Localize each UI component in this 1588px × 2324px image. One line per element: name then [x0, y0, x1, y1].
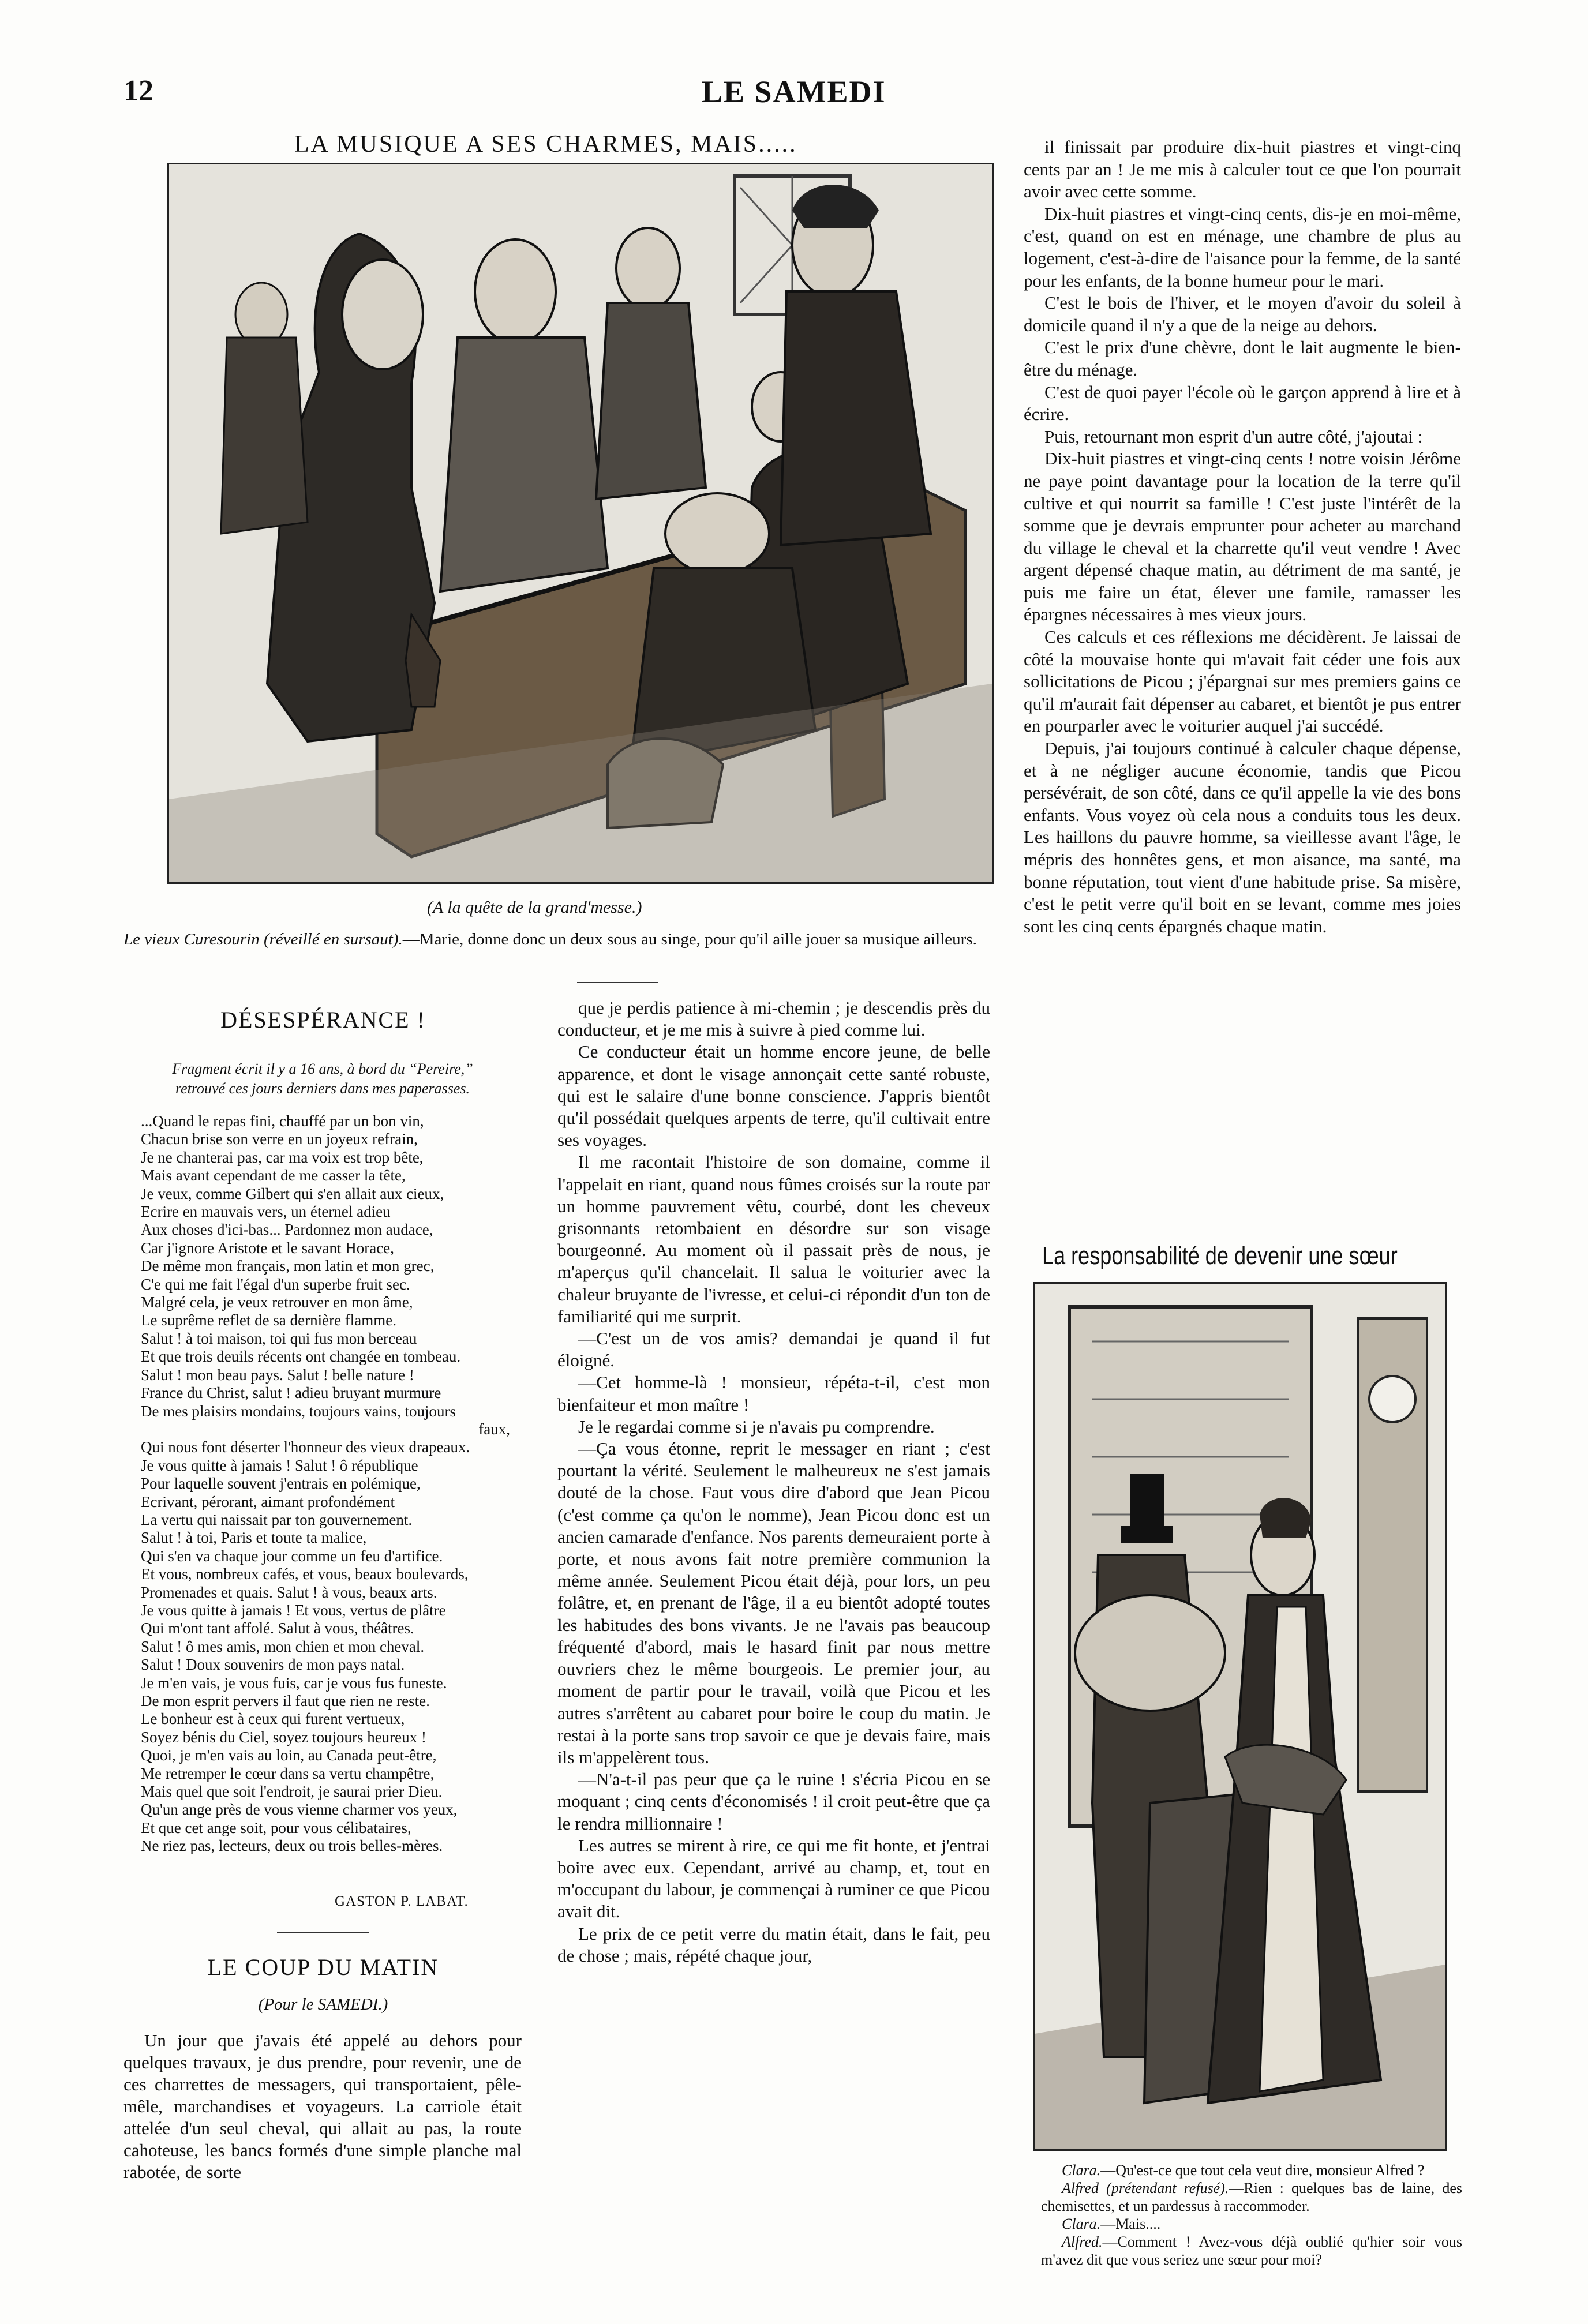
poem-line: France du Christ, salut ! adieu bruyant murmure: [141, 1384, 441, 1402]
article-paragraph: Le prix de ce petit verre du matin était, dans le fait, peu de chose ; mais, répété chaque jour,: [557, 1923, 990, 1966]
poem-line: Promenades et quais. Salut ! à vous, beaux arts.: [141, 1583, 437, 1601]
article-paragraph: C'est de quoi payer l'école où le garçon apprend à lire et à écrire.: [1024, 381, 1461, 425]
article-column-3: [1024, 136, 1461, 938]
poem-line: Salut ! ô mes amis, mon chien et mon cheval.: [141, 1637, 425, 1655]
dialog-line: [1041, 2215, 1462, 2233]
article-paragraph: —Cet homme-là ! monsieur, répéta-t-il, c'est mon bienfaiteur et mon maître !: [557, 1372, 990, 1415]
article-paragraph: —N'a-t-il pas peur que ça le ruine ! s'écria Picou en se moquant ; cinq cents d'économisés ! il croit peut-être que ça le rendra millionnaire !: [557, 1769, 990, 1834]
poem-line: Qu'un ange près de vous vienne charmer vos yeux,: [141, 1801, 458, 1819]
coup-du-matin-subtitle: (Pour le SAMEDI.): [258, 1995, 388, 2014]
poem-line: Quoi, je m'en vais au loin, au Canada peut-être,: [141, 1746, 437, 1764]
poem-line: Salut ! mon beau pays. Salut ! belle nature !: [141, 1366, 414, 1384]
poem-line: C'e qui me fait l'égal d'un superbe fruit sec.: [141, 1275, 410, 1293]
article-paragraph: —C'est un de vos amis? demandai je quand il fut éloigné.: [557, 1328, 990, 1371]
dialog-text: —Mais....: [1100, 2216, 1161, 2232]
poem-line: De mes plaisirs mondains, toujours vains, toujours: [141, 1402, 456, 1420]
poem-line: Salut ! Doux souvenirs de mon pays natal.: [141, 1656, 405, 1674]
article-paragraph: Dix-huit piastres et vingt-cinq cents, dis-je en moi-même, c'est, quand on est en ménage, une chambre de plus au logement, c'est-à-dire de l'aisance pour la femme, de la santé pour les enfants, de la bonne humeur pour le mari.: [1024, 203, 1461, 291]
poem-line: Le suprême reflet de sa dernière flamme.: [141, 1311, 397, 1329]
divider: [277, 1932, 369, 1933]
dialog-speaker: Alfred.: [1062, 2233, 1103, 2250]
legend-speaker: Le vieux Curesourin (réveillé en sursaut).: [123, 930, 403, 949]
poem-line: Car j'ignore Aristote et le savant Horace,: [141, 1239, 394, 1257]
divider: [577, 982, 658, 983]
dialog-line: [1041, 2161, 1462, 2179]
article-column-2: [557, 997, 990, 1967]
article-paragraph: Un jour que j'avais été appelé au dehors pour quelques travaux, je dus prendre, pour revenir, une de ces charrettes de messagers, qui transportaient, pêle-mêle, marchandises et voyageurs. La carriole était attelée d'un seul cheval, qui allait au pas, la route cahoteuse, les bancs formés d'une simple planche mal rabotée, de sorte: [123, 2030, 522, 2182]
cartoon1-caption: (A la quête de la grand'messe.): [427, 898, 642, 917]
poem-line: De mon esprit pervers il faut que rien ne reste.: [141, 1692, 430, 1710]
article-paragraph: Ce conducteur était un homme encore jeune, de belle apparence, et dont le visage annonçait cette santé robuste, qui est le salaire d'une bonne conscience. J'appris bientôt qu'il possédait quelques arpents de terre, qu'il cultivait entre ses voyages.: [557, 1041, 990, 1150]
poem: [141, 1112, 510, 1856]
article-paragraph: Dix-huit piastres et vingt-cinq cents ! notre voisin Jérôme ne paye point davantage pour la location de la terre qu'il cultive et qui nourrit sa famille ! C'est juste l'intérêt de la somme que je devrais emprunter pour acheter au marchand du village le cheval et la charrette qu'il veut vendre ! Avec argent dépensé chaque matin, au détriment de ma santé, je puis me faire un état, élever une famile, ramasser les épargnes nécessaires à mes vieux jours.: [1024, 448, 1461, 625]
poem-line: Mais avant cependant de me casser la tête,: [141, 1167, 406, 1185]
legend-text: —Marie, donne donc un deux sous au singe, pour qu'il aille jouer sa musique ailleurs.: [402, 930, 977, 949]
article-column-1: [123, 2030, 522, 2183]
poem-line: Qui nous font déserter l'honneur des vieux drapeaux.: [141, 1438, 470, 1456]
article-paragraph: il finissait par produire dix-huit piastres et vingt-cinq cents par an ! Je me mis à calculer tout ce que l'on pourrait avoir avec cette somme.: [1024, 137, 1461, 202]
desesperance-subtitle: [123, 1059, 522, 1099]
poem-line: Aux choses d'ici-bas... Pardonnez mon audace,: [141, 1221, 433, 1239]
cartoon2-dialog: [1041, 2161, 1462, 2269]
poem-line: Qui m'ont tant affolé. Salut à vous, théâtres.: [141, 1620, 414, 1637]
dialog-speaker: Alfred (prétendant refusé).: [1062, 2180, 1229, 2196]
dialog-line: [1041, 2233, 1462, 2269]
dialog-speaker: Clara.: [1062, 2162, 1101, 2179]
cartoon2-title: La responsabilité de devenir une sœur: [1042, 1242, 1398, 1270]
article-paragraph: C'est le bois de l'hiver, et le moyen d'avoir du soleil à domicile quand il n'y a que de la neige au dehors.: [1024, 293, 1461, 335]
poem-line: faux,: [478, 1420, 510, 1438]
poem-line: La vertu qui naissait par ton gouvernement.: [141, 1510, 413, 1528]
dialog-speaker: Clara.: [1062, 2216, 1101, 2232]
poem-line: Qui s'en va chaque jour comme un feu d'artifice.: [141, 1547, 443, 1565]
article-paragraph: Ces calculs et ces réflexions me décidèrent. Je laissai de côté la mouvaise honte qui m'avait fait céder une fois aux sollicitations de Picou ; j'épargnai sur mes premiers gains ce qu'il m'aurait fait dépenser au cabaret, et bientôt je pus entrer en pourparler avec le voiturier auquel j'ai succédé.: [1024, 627, 1461, 736]
poem-line: Et vous, nombreux cafés, et vous, beaux boulevards,: [141, 1565, 469, 1583]
poem-line: Je vous quitte à jamais ! Et vous, vertus de plâtre: [141, 1601, 446, 1619]
cartoon1-title: LA MUSIQUE A SES CHARMES, MAIS.....: [294, 131, 797, 158]
poem-line: De même mon français, mon latin et mon grec,: [141, 1257, 435, 1275]
article-paragraph: Il me racontait l'histoire de son domaine, comme il l'appelait en riant, quand nous fûmes croisés sur la route par un homme pauvrement vêtu, courbé, dont les cheveux grisonnants retombaient en désordre sur son visage bourgeonné. Au moment où il passait près de nous, je m'aperçus qu'il chancelait. Il salua le voiturier avec la chaleur bruyante de l'ivresse, et celui-ci répondit d'un ton de familiarité qui me surprit.: [557, 1152, 990, 1326]
dialog-text: —Comment ! Avez-vous déjà oublié qu'hier soir vous m'avez dit que vous seriez une sœur pour moi?: [1041, 2233, 1462, 2268]
parlor-illustration: [1033, 1282, 1447, 2151]
poem-line: Salut ! à toi maison, toi qui fus mon berceau: [141, 1329, 417, 1347]
poem-line: ...Quand le repas fini, chauffé par un bon vin,: [141, 1112, 424, 1130]
poem-line: Salut ! à toi, Paris et toute ta malice,: [141, 1529, 367, 1547]
poem-line: Ecrivant, pérorant, aimant profondément: [141, 1493, 395, 1510]
poem-line: Je ne chanterai pas, car ma voix est trop bête,: [141, 1148, 424, 1166]
page-number: 12: [123, 74, 153, 107]
dialog-text: —Rien : quelques bas de laine, des chemisettes, et un pardessus à raccommoder.: [1041, 2180, 1462, 2214]
subtitle-line: retrouvé ces jours derniers dans mes paperasses.: [175, 1080, 470, 1097]
masthead: LE SAMEDI: [702, 74, 886, 109]
desesperance-title: DÉSESPÉRANCE !: [220, 1007, 426, 1033]
poem-line: Me retremper le cœur dans sa vertu champêtre,: [141, 1764, 435, 1782]
dialog-line: [1041, 2179, 1462, 2215]
article-paragraph: Puis, retournant mon esprit d'un autre côté, j'ajoutai :: [1044, 426, 1423, 447]
article-paragraph: —Ça vous étonne, reprit le messager en riant ; c'est pourtant la vérité. Seulement le malheureux ne s'est jamais douté de la chose. Faut vous dire d'abord que Jean Picou (c'est comme ça qu'on le nomme), Jean Picou donc est un ancien camarade d'enfance. Nos parents demeuraient porte à porte, et nous avons fait notre première communion la même année. Seulement Picou était déjà, pour lors, un peu folâtre, et, en prenant de l'âge, il a eu bientôt adopté toutes les habitudes des bons vivants. Je ne l'avais pas beaucoup fréquenté d'abord, mais le hasard finit par nous mettre ouvriers chez le même bourgeois. Le premier jour, au moment de partir pour le travail, voilà que Picou et les autres s'arrêtent au cabaret pour boire le coup du matin. Je restai à la porte sans trop savoir ce que je devais faire, mais ils m'appelèrent tous.: [557, 1438, 990, 1767]
cartoon1-legend: [123, 929, 989, 950]
subtitle-line: Fragment écrit il y a 16 ans, à bord du “Pereire,”: [172, 1060, 473, 1077]
poem-line: Malgré cela, je veux retrouver en mon âme,: [141, 1294, 413, 1311]
poem-line: Je m'en vais, je vous fuis, car je vous fus funeste.: [141, 1674, 447, 1692]
article-paragraph: C'est le prix d'une chèvre, dont le lait augmente le bien-être du ménage.: [1024, 337, 1461, 380]
dialog-text: —Qu'est-ce que tout cela veut dire, monsieur Alfred ?: [1100, 2162, 1425, 2179]
poem-line: Le bonheur est à ceux qui furent vertueux,: [141, 1710, 405, 1728]
poem-line: Chacun brise son verre en un joyeux refrain,: [141, 1130, 418, 1148]
article-paragraph: Je le regardai comme si je n'avais pu comprendre.: [578, 1416, 935, 1437]
poem-line: Et que trois deuils récents ont changée en tombeau.: [141, 1348, 461, 1366]
poem-line: Pour laquelle souvent j'entrais en polémique,: [141, 1475, 421, 1493]
article-paragraph: que je perdis patience à mi-chemin ; je descendis près du conducteur, et je me mis à suivre à pied comme lui.: [557, 998, 990, 1040]
poem-line: Ne riez pas, lecteurs, deux ou trois belles-mères.: [141, 1837, 443, 1855]
poem-line: Je veux, comme Gilbert qui s'en allait aux cieux,: [141, 1185, 444, 1202]
article-paragraph: Depuis, j'ai toujours continué à calculer chaque dépense, et à ne négliger aucune économie, tandis que Picou persévérait, de son côté, dans ce qu'il appelle la vie des bons enfants. Vous voyez où cela nous a conduits tous les deux. Les haillons du pauvre homme, sa vieillesse avant l'âge, le mépris des honnêtes gens, et mon aisance, ma santé, ma bonne réputation, tout vient d'une habitude prise. Sa misère, c'est le petit verre qu'il boit en se levant, comme mes joies sont les cinq cents épargnés chaque matin.: [1024, 738, 1461, 936]
poem-line: Mais quel que soit l'endroit, je saurai prier Dieu.: [141, 1783, 443, 1801]
article-paragraph: Les autres se mirent à rire, ce qui me fit honte, et j'entrai boire avec eux. Cependant, arrivé au champ, et, tout en m'occupant du labour, je commençai à ruminer ce que Picou avait dit.: [557, 1835, 990, 1922]
poem-line: Ecrire en mauvais vers, un éternel adieu: [141, 1203, 391, 1221]
signature: GASTON P. LABAT.: [335, 1894, 469, 1909]
church-illustration: [167, 163, 994, 884]
poem-line: Je vous quitte à jamais ! Salut ! ô république: [141, 1456, 418, 1474]
poem-line: Soyez bénis du Ciel, soyez toujours heureux !: [141, 1728, 426, 1746]
coup-du-matin-title: LE COUP DU MATIN: [207, 1954, 439, 1980]
poem-line: Et que cet ange soit, pour vous célibataires,: [141, 1819, 411, 1836]
